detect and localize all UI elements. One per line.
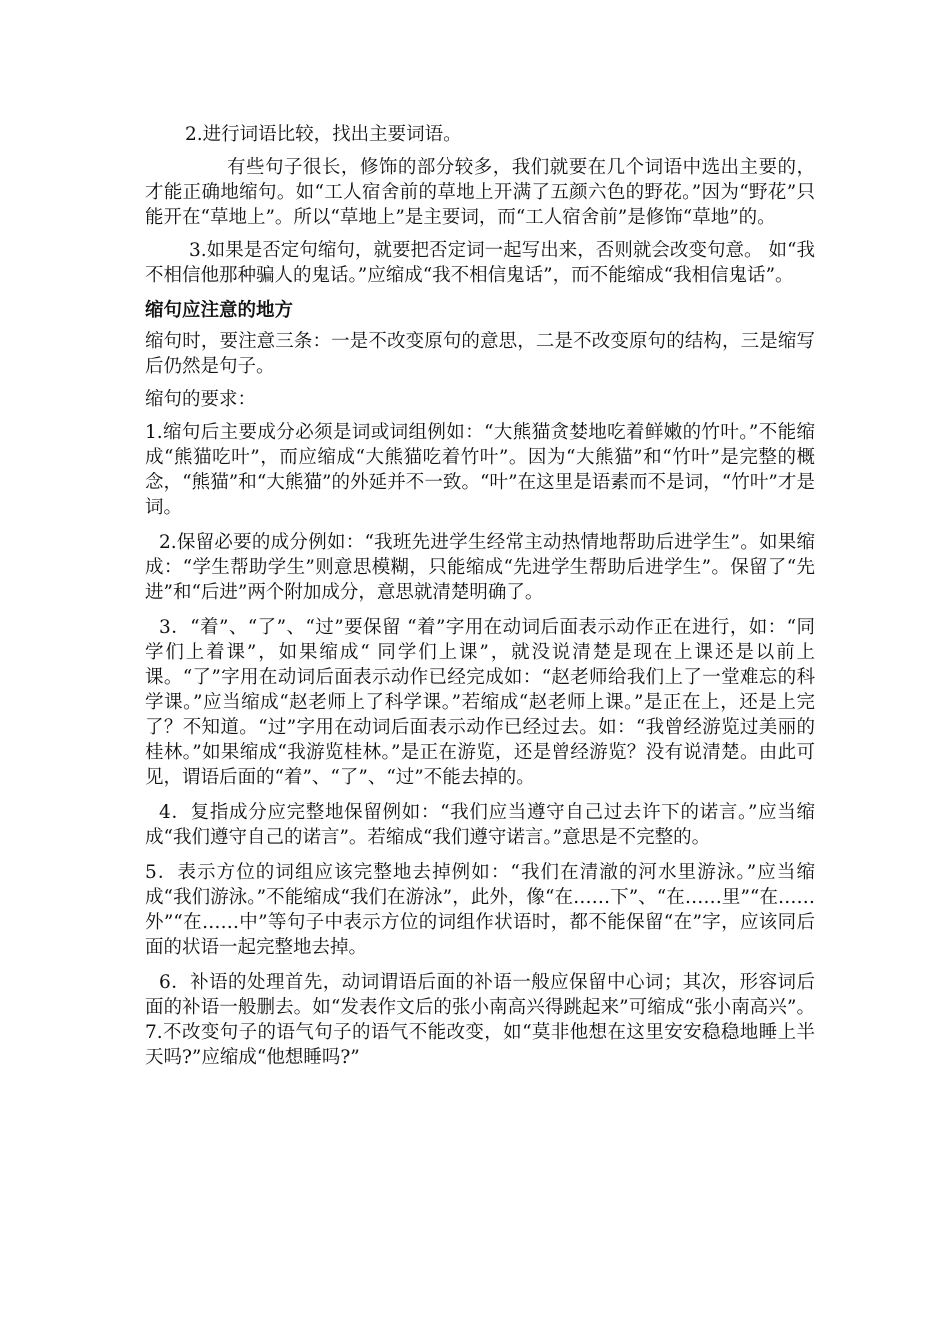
paragraph-requirement-5: 5．表示方位的词组应该完整地去掉例如：“我们在清澈的河水里游泳。”应当缩成“我们游泳。”不能缩成“我们在游泳”，此外，像“在……下”、“在……里”“在……外”“在……中”等句子中表示方位的词组作状语时，都不能保留“在”字，应该同后面的状语一起完整地去掉。 <box>145 862 815 958</box>
paragraph-three-rules: 缩句时，要注意三条：一是不改变原句的意思，二是不改变原句的结构，三是缩写后仍然是句子。 <box>145 331 815 377</box>
document-body <box>145 122 815 1070</box>
paragraph-requirement-4: 4．复指成分应完整地保留例如：“我们应当遵守自己过去许下的诺言。”应当缩成“我们遵守自己的诺言”。若缩成“我们遵守诺言。”意思是不完整的。 <box>145 802 815 848</box>
paragraph-requirements-label: 缩句的要求： <box>145 389 257 410</box>
paragraph-requirement-6-7: 6．补语的处理首先，动词谓语后面的补语一般应保留中心词；其次，形容词后面的补语一般删去。如“发表作文后的张小南高兴得跳起来”可缩成“张小南高兴”。 7.不改变句子的语气句子的语气不能改变，如“莫非他想在这里安安稳稳地睡上半天吗?”应缩成“他想睡吗?” <box>145 972 815 1068</box>
paragraph-requirement-3: 3．“着”、“了”、“过”要保留 “着”字用在动词后面表示动作正在进行，如：“同学们上着课”，如果缩成“ 同学们上课”，就没说清楚是现在上课还是以前上课。“了”字用在动词后面表示动作已经完成如：“赵老师给我们上了一堂难忘的科学课。”应当缩成“赵老师上了科学课。”若缩成“赵老师上课。”是正在上，还是上完了？不知道。“过”字用在动词后面表示动作已经过去。如：“我曾经游览过美丽的桂林。”如果缩成“我游览桂林。”是正在游览，还是曾经游览？没有说清楚。由此可见，谓语后面的“着”、“了”、“过”不能去掉的。 <box>145 617 815 788</box>
paragraph-point-3: 3.如果是否定句缩句，就要把否定词一起写出来，否则就会改变句意。 如“我不相信他那种骗人的鬼话。”应缩成“我不相信鬼话”，而不能缩成“我相信鬼话”。 <box>145 240 815 286</box>
paragraph-requirement-2: 2.保留必要的成分例如：“我班先进学生经常主动热情地帮助后进学生”。如果缩成：“学生帮助学生”则意思模糊，只能缩成“先进学生帮助后进学生”。保留了“先进”和“后进”两个附加成分，意思就清楚明确了。 <box>145 532 815 603</box>
section-heading: 缩句应注意的地方 <box>145 300 294 321</box>
paragraph-point-2-title: 2.进行词语比较，找出主要词语。 <box>185 124 462 145</box>
paragraph-requirement-1: 1.缩句后主要成分必须是词或词组例如：“大熊猫贪婪地吃着鲜嫩的竹叶。”不能缩成“熊猫吃叶”，而应缩成“大熊猫吃着竹叶”。因为“大熊猫”和“竹叶”是完整的概念，“熊猫”和“大熊猫”的外延并不一致。“叶”在这里是语素而不是词，“竹叶”才是词。 <box>145 422 815 518</box>
paragraph-point-2-body: 有些句子很长，修饰的部分较多，我们就要在几个词语中选出主要的，才能正确地缩句。如“工人宿舍前的草地上开满了五颜六色的野花。”因为“野花”只能开在“草地上”。所以“草地上”是主要词，而“工人宿舍前”是修饰“草地”的。 <box>145 157 815 228</box>
